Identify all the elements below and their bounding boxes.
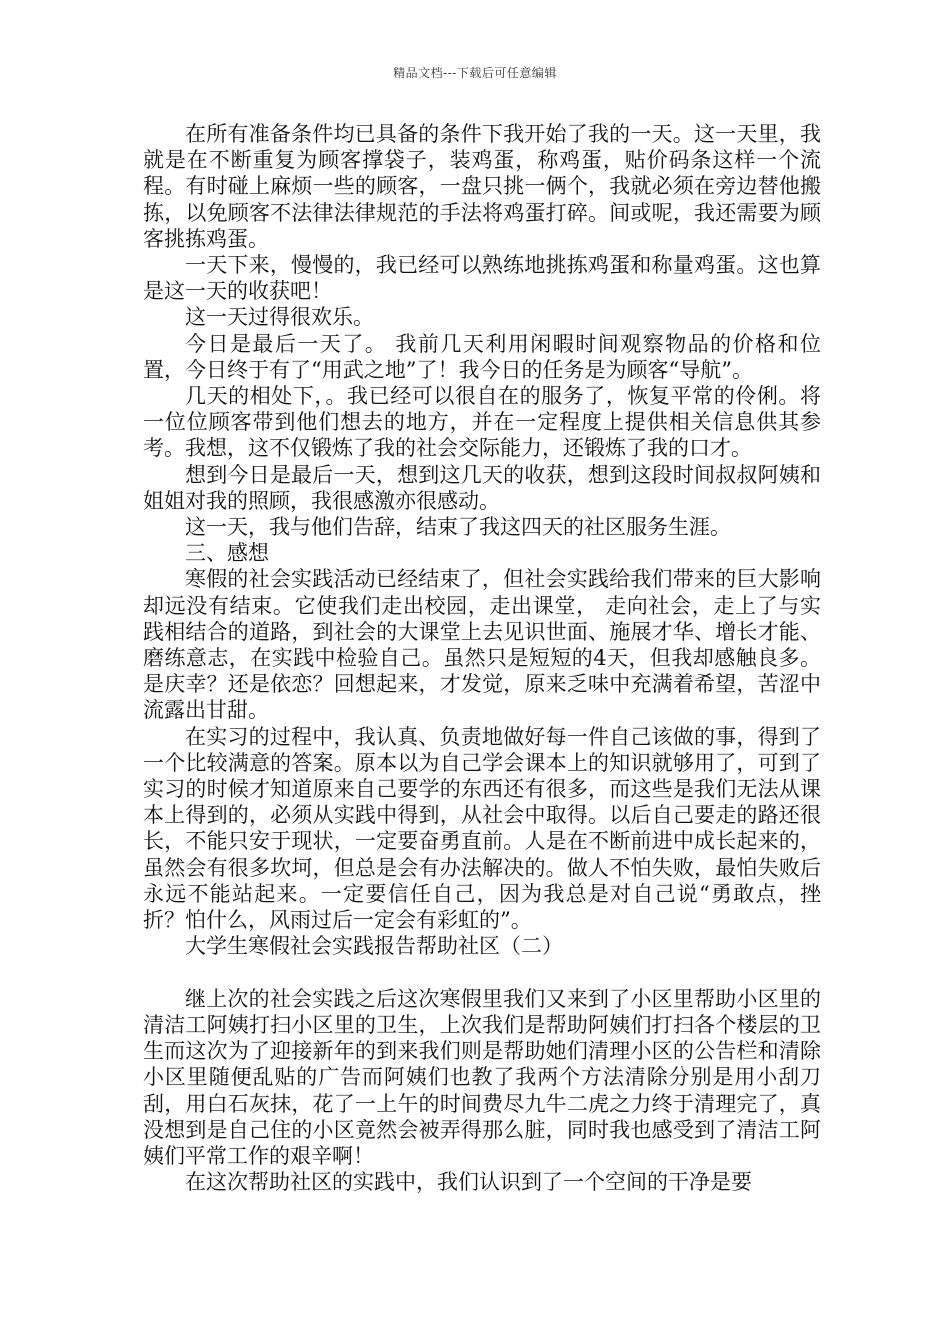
- section-title-part-two: 大学生寒假社会实践报告帮助社区（二）: [185, 934, 563, 959]
- document-body: [143, 121, 821, 1195]
- paragraph-community-cleaning: 继上次的社会实践之后这次寒假里我们又来到了小区里帮助小区里的清洁工阿姨打扫小区里的卫生，上次我们是帮助阿姨们打扫各个楼层的卫生而这次为了迎接新年的到来我们则是帮助她们清理小区的公告栏和清除小区里随便乱贴的广告而阿姨们也教了我两个方法清除分别是用小刮刀刮，用白石灰抹，花了一上午的时间费尽九牛二虎之力终于清理完了，真没想到是自己住的小区竟然会被弄得那么脏，同时我也感受到了清洁工阿姨们平常工作的艰辛啊！: [143, 986, 821, 1168]
- paragraph-farewell: 这一天，我与他们告辞，结束了我这四天的社区服务生涯。: [185, 515, 731, 540]
- paragraph-day-harvest: 一天下来，慢慢的，我已经可以熟练地挑拣鸡蛋和称量鸡蛋。这也算是这一天的收获吧！: [143, 253, 821, 304]
- paragraph-gratitude: 想到今日是最后一天，想到这几天的收获，想到这段时间叔叔阿姨和姐姐对我的照顾，我很感激亦很感动。: [143, 462, 821, 513]
- paragraph-happy-day: 这一天过得很欢乐。: [185, 305, 374, 330]
- section-heading-reflections: 三、感想: [185, 541, 269, 566]
- paragraph-reflection-2: 在实习的过程中，我认真、负责地做好每一件自己该做的事，得到了一个比较满意的答案。原本以为自己学会课本上的知识就够用了，可到了实习的时候才知道原来自己要学的东西还有很多，而这些是我们无法从课本上得到的，必须从实践中得到，从社会中取得。以后自己要走的路还很长，不能只安于现状，一定要奋勇直前。人是在不断前进中成长起来的，虽然会有很多坎坷，但总是会有办法解决的。做人不怕失败，最怕失败后永远不能站起来。一定要信任自己，因为我总是对自己说“勇敢点，挫折？怕什么，风雨过后一定会有彩虹的”。: [143, 724, 821, 933]
- paragraph-last-day: 今日是最后一天了。 我前几天利用闲暇时间观察物品的价格和位置，今日终于有了“用武之地”了！我今日的任务是为顾客“导航”。: [143, 331, 821, 382]
- paragraph-getting-along: 几天的相处下，。我已经可以很自在的服务了，恢复平常的伶俐。将一位位顾客带到他们想去的地方，并在一定程度上提供相关信息供其参考。我想，这不仅锻炼了我的社会交际能力，还锻炼了我的口才。: [143, 384, 821, 461]
- paragraph-reflection-1: 寒假的社会实践活动已经结束了，但社会实践给我们带来的巨大影响却远没有结束。它使我们走出校园，走出课堂， 走向社会，走上了与实践相结合的道路，到社会的大课堂上去见识世面、施展才华、增长才能、磨练意志，在实践中检验自己。虽然只是短短的4天，但我却感触良多。是庆幸？还是依恋？回想起来，才发觉，原来乏味中充满着希望，苦涩中流露出甘甜。: [143, 567, 821, 723]
- blank-line: [143, 960, 821, 986]
- paragraph-community-practice: 在这次帮助社区的实践中，我们认识到了一个空间的干净是要: [185, 1170, 752, 1195]
- paragraph-work-routine: 在所有准备条件均已具备的条件下我开始了我的一天。这一天里，我就是在不断重复为顾客撑袋子，装鸡蛋，称鸡蛋，贴价码条这样一个流程。有时碰上麻烦一些的顾客，一盘只挑一俩个，我就必须在旁边替他搬拣，以免顾客不法律法律规范的手法将鸡蛋打碎。间或呢，我还需要为顾客挑拣鸡蛋。: [143, 122, 821, 251]
- page-header: 精品文档---下载后可任意编辑: [393, 66, 557, 80]
